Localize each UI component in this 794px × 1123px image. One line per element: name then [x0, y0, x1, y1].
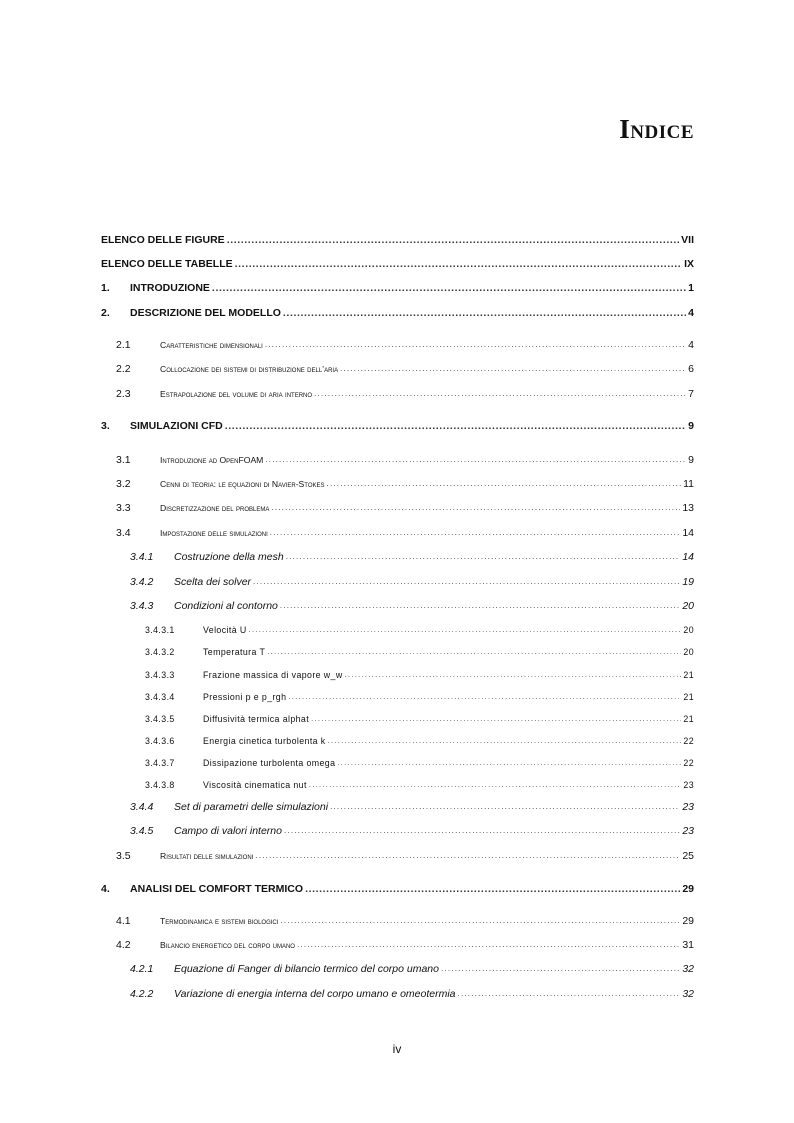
toc-entry-number: 3.4.3.6 — [145, 736, 175, 746]
toc-entry-title: Frazione massica di vapore w_w — [203, 670, 343, 680]
toc-entry-page: 14 — [682, 551, 694, 563]
toc-entry[interactable] — [0, 546, 794, 564]
toc-dot-leader — [340, 362, 686, 376]
toc-entry-page: 23 — [683, 780, 694, 790]
toc-entry-number: 3.4.3.7 — [145, 758, 175, 768]
toc-entry-page: 32 — [682, 988, 694, 1000]
toc-entry-page: 21 — [683, 670, 694, 680]
toc-entry-page: 32 — [682, 963, 694, 975]
toc-entry-title: ANALISI DEL COMFORT TERMICO — [130, 883, 304, 895]
toc-entry-page: 20 — [683, 647, 694, 657]
toc-dot-leader — [255, 849, 680, 863]
toc-entry-page: 4 — [688, 339, 694, 351]
toc-entry[interactable] — [0, 664, 794, 682]
toc-entry-page: 7 — [688, 388, 694, 400]
toc-entry-page: 22 — [683, 758, 694, 768]
toc-entry-title: Set di parametri delle simulazioni — [174, 801, 329, 813]
toc-entry-title: ELENCO DELLE TABELLE — [101, 258, 233, 270]
toc-entry-title: Costruzione della mesh — [174, 551, 284, 563]
toc-entry-title: Scelta dei solver — [174, 576, 252, 588]
toc-entry[interactable] — [0, 253, 794, 271]
toc-entry[interactable] — [0, 571, 794, 589]
toc-entry[interactable] — [0, 619, 794, 637]
toc-entry-title: Collocazione dei sistemi di distribuzione dell’aria — [160, 364, 339, 374]
toc-dot-leader — [253, 575, 680, 589]
toc-dot-leader — [227, 233, 679, 247]
toc-dot-leader — [337, 756, 681, 770]
toc-entry-title: Condizioni al contorno — [174, 600, 278, 612]
toc-entry-page: 9 — [688, 454, 694, 466]
toc-entry-title: DESCRIZIONE DEL MODELLO — [130, 307, 281, 319]
toc-entry[interactable] — [0, 845, 794, 863]
toc-entry-title: Introduzione ad OpenFOAM — [160, 455, 264, 465]
toc-entry-title: Estrapolazione del volume di aria interno — [160, 389, 313, 399]
toc-entry-page: 4 — [688, 307, 694, 319]
toc-entry-number: 4.1 — [116, 915, 131, 927]
toc-entry-title: Dissipazione turbolenta omega — [203, 758, 336, 768]
toc-dot-leader — [345, 668, 682, 682]
toc-entry[interactable] — [0, 686, 794, 704]
toc-entry[interactable] — [0, 229, 794, 247]
toc-entry-title: Caratteristiche dimensionali — [160, 340, 263, 350]
toc-entry-page: 22 — [683, 736, 694, 746]
toc-entry-title: Cenni di teoria: le equazioni di Navier-Stokes — [160, 479, 325, 489]
toc-entry-number: 3.5 — [116, 850, 131, 862]
toc-dot-leader — [297, 938, 680, 952]
toc-dot-leader — [327, 477, 682, 491]
toc-entry[interactable] — [0, 910, 794, 928]
toc-entry-number: 3.4.5 — [130, 825, 154, 837]
toc-dot-leader — [314, 387, 686, 401]
toc-entry-number: 2.1 — [116, 339, 131, 351]
toc-entry-title: Velocità U — [203, 625, 247, 635]
toc-dot-leader — [212, 281, 686, 295]
toc-entry-page: 23 — [682, 825, 694, 837]
toc-entry-number: 3.4.2 — [130, 576, 154, 588]
toc-entry-title: Energia cinetica turbolenta k — [203, 736, 326, 746]
page-number: iv — [392, 1042, 402, 1056]
toc-entry-number: 4. — [101, 883, 110, 895]
toc-entry-number: 3.3 — [116, 502, 131, 514]
toc-entry[interactable] — [0, 595, 794, 613]
toc-entry[interactable] — [0, 415, 794, 433]
toc-dot-leader — [328, 734, 682, 748]
toc-entry[interactable] — [0, 958, 794, 976]
toc-entry-title: Campo di valori interno — [174, 825, 282, 837]
toc-entry-number: 3.1 — [116, 454, 131, 466]
toc-entry[interactable] — [0, 934, 794, 952]
toc-dot-leader — [288, 690, 681, 704]
toc-entry[interactable] — [0, 774, 794, 792]
toc-dot-leader — [271, 501, 680, 515]
toc-entry[interactable] — [0, 983, 794, 1001]
page-title: Indice — [619, 114, 694, 144]
toc-entry-number: 2.2 — [116, 363, 131, 375]
toc-entry-number: 3.4.1 — [130, 551, 154, 563]
toc-entry-number: 3.4.3.2 — [145, 647, 175, 657]
toc-dot-leader — [249, 623, 682, 637]
toc-entry[interactable] — [0, 796, 794, 814]
toc-entry-title: Impostazione delle simulazioni — [160, 528, 268, 538]
toc-dot-leader — [265, 338, 686, 352]
toc-dot-leader — [283, 306, 686, 320]
toc-entry-page: 14 — [682, 527, 694, 539]
toc-entry-number: 3.4 — [116, 527, 131, 539]
toc-entry[interactable] — [0, 730, 794, 748]
toc-dot-leader — [458, 987, 681, 1001]
toc-entry-page: 20 — [683, 625, 694, 635]
toc-entry[interactable] — [0, 497, 794, 515]
toc-entry-number: 3.4.3.3 — [145, 670, 175, 680]
toc-entry-title: INTRODUZIONE — [130, 282, 210, 294]
toc-entry[interactable] — [0, 752, 794, 770]
toc-entry-title: SIMULAZIONI CFD — [130, 420, 223, 432]
toc-entry-page: 29 — [682, 883, 694, 895]
toc-entry-title: Equazione di Fanger di bilancio termico del corpo umano — [174, 963, 439, 975]
toc-entry-page: VII — [681, 234, 694, 246]
toc-dot-leader — [286, 550, 681, 564]
toc-entry[interactable] — [0, 449, 794, 467]
toc-entry-number: 3.4.3 — [130, 600, 154, 612]
toc-dot-leader — [441, 962, 680, 976]
toc-entry-page: 9 — [688, 420, 694, 432]
toc-entry-number: 4.2 — [116, 939, 131, 951]
toc-entry-number: 2. — [101, 307, 110, 319]
toc-entry-title: Risultati delle simulazioni — [160, 851, 254, 861]
toc-dot-leader — [270, 526, 681, 540]
toc-dot-leader — [265, 453, 686, 467]
toc-entry[interactable] — [0, 708, 794, 726]
toc-entry-number: 3.4.3.4 — [145, 692, 175, 702]
toc-entry-title: Discretizzazione del problema — [160, 503, 270, 513]
toc-entry-page: 25 — [682, 850, 694, 862]
toc-entry-title: ELENCO DELLE FIGURE — [101, 234, 225, 246]
toc-entry-page: 21 — [683, 714, 694, 724]
toc-entry-title: Temperatura T — [203, 647, 266, 657]
toc-dot-leader — [284, 824, 680, 838]
toc-entry-number: 3.4.3.5 — [145, 714, 175, 724]
toc-entry[interactable] — [0, 878, 794, 896]
toc-entry[interactable] — [0, 358, 794, 376]
toc-entry[interactable] — [0, 277, 794, 295]
toc-entry-title: Pressioni p e p_rgh — [203, 692, 287, 702]
toc-entry[interactable] — [0, 473, 794, 491]
toc-dot-leader — [280, 914, 680, 928]
toc-dot-leader — [280, 599, 680, 613]
toc-entry-page: 23 — [682, 801, 694, 813]
toc-entry[interactable] — [0, 334, 794, 352]
toc-entry-number: 4.2.1 — [130, 963, 154, 975]
toc-entry-page: 19 — [682, 576, 694, 588]
toc-dot-leader — [311, 712, 681, 726]
toc-dot-leader — [267, 645, 681, 659]
toc-entry-title: Viscosità cinematica nut — [203, 780, 307, 790]
toc-entry-title: Variazione di energia interna del corpo umano e omeotermia — [174, 988, 456, 1000]
toc-entry-page: 29 — [682, 915, 694, 927]
toc-entry-number: 3.4.3.1 — [145, 625, 175, 635]
toc-entry-number: 4.2.2 — [130, 988, 154, 1000]
toc-entry-page: IX — [684, 258, 694, 270]
toc-dot-leader — [305, 882, 680, 896]
toc-entry-page: 20 — [682, 600, 694, 612]
toc-entry-number: 3.2 — [116, 478, 131, 490]
toc-entry[interactable] — [0, 383, 794, 401]
toc-entry[interactable] — [0, 522, 794, 540]
toc-dot-leader — [330, 800, 680, 814]
toc-entry-title: Termodinamica e sistemi biologici — [160, 916, 279, 926]
toc-entry-number: 2.3 — [116, 388, 131, 400]
toc-entry[interactable] — [0, 820, 794, 838]
toc-entry-page: 1 — [688, 282, 694, 294]
toc-entry-page: 13 — [682, 502, 694, 514]
toc-entry-title: Bilancio energetico del corpo umano — [160, 940, 295, 950]
toc-entry-page: 21 — [683, 692, 694, 702]
toc-entry-number: 3.4.3.8 — [145, 780, 175, 790]
toc-entry-page: 31 — [682, 939, 694, 951]
toc-dot-leader — [309, 778, 682, 792]
toc-dot-leader — [235, 257, 682, 271]
toc-entry[interactable] — [0, 641, 794, 659]
toc-entry-page: 11 — [683, 478, 694, 490]
toc-entry-number: 3.4.4 — [130, 801, 154, 813]
toc-entry-number: 3. — [101, 420, 110, 432]
toc-entry-number: 1. — [101, 282, 110, 294]
toc-dot-leader — [225, 419, 686, 433]
toc-entry[interactable] — [0, 302, 794, 320]
toc-entry-title: Diffusività termica alphat — [203, 714, 310, 724]
toc-entry-page: 6 — [688, 363, 694, 375]
